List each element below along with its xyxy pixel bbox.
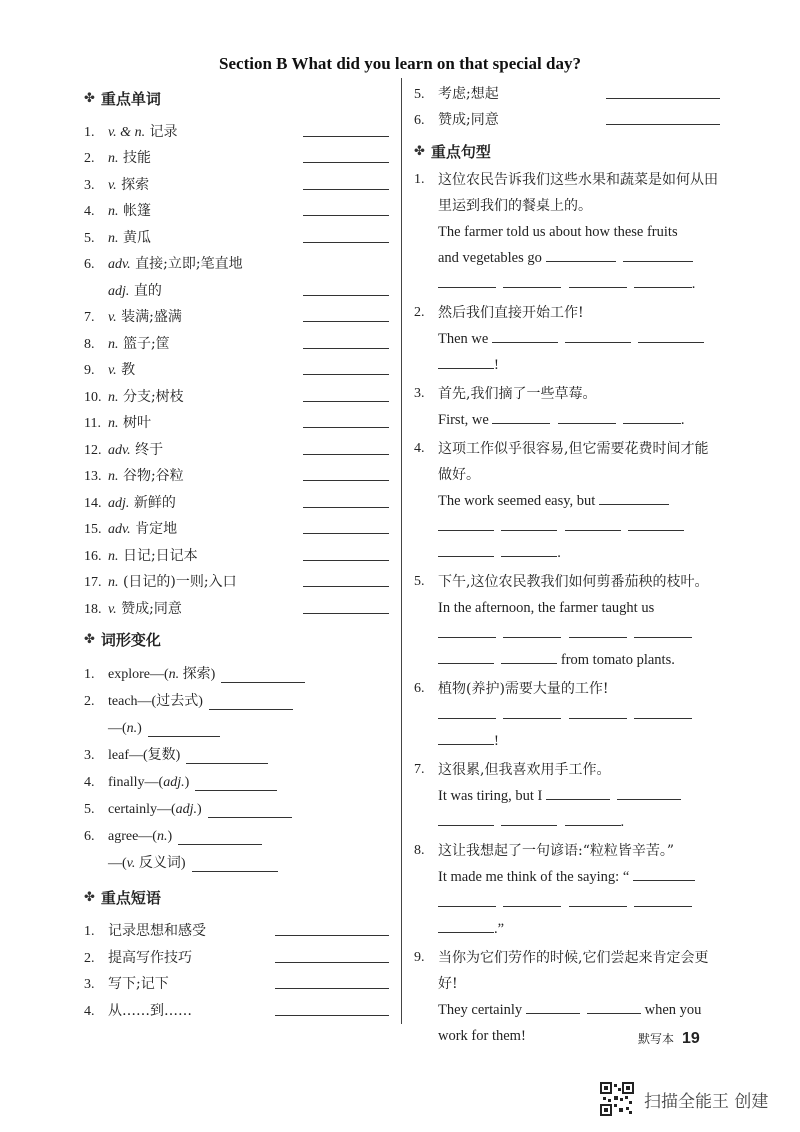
word-form-item: 2. teach—(过去式)	[84, 683, 389, 710]
answer-blank[interactable]	[303, 507, 389, 508]
page-title: Section B What did you learn on that special day?	[219, 54, 581, 73]
clover-icon: ✤	[84, 632, 95, 647]
sentence-item: 1. 这位农民告诉我们这些水果和蔬菜是如何从田里运到我们的餐桌上的。 The farmer told us about how these fruits and vegetables go .	[414, 172, 718, 292]
watermark-text: 扫描全能王 创建	[644, 1091, 769, 1112]
sentence-item: 3. 首先,我们摘了一些草莓。 First, we .	[414, 386, 685, 428]
answer-blank[interactable]	[303, 215, 389, 216]
answer-blank[interactable]	[303, 454, 389, 455]
answer-blank[interactable]	[438, 516, 494, 531]
word-form-item: 5. certainly—(adj.)	[84, 791, 389, 818]
vocab-item: 1. v. & n. 记录	[84, 114, 389, 141]
answer-blank[interactable]	[275, 988, 389, 989]
vocab-item: 18. v. 赞成;同意	[84, 591, 389, 618]
answer-blank[interactable]	[501, 649, 557, 664]
answer-blank[interactable]	[303, 401, 389, 402]
answer-blank[interactable]	[195, 776, 277, 791]
answer-blank[interactable]	[438, 623, 496, 638]
vocab-item: 12. adv. 终于	[84, 432, 389, 459]
clover-icon: ✤	[414, 143, 425, 159]
sentence-item: 9. 当你为它们劳作的时候,它们尝起来肯定会更好! They certainly when you work for them!	[414, 950, 709, 1044]
section-header-sentences	[414, 139, 720, 163]
answer-blank[interactable]	[438, 273, 496, 288]
vocab-item: 6. adv. 直接;立即;笔直地	[84, 256, 243, 272]
answer-blank[interactable]	[303, 533, 389, 534]
answer-blank[interactable]	[148, 722, 220, 737]
vocab-item: 5. n. 黄瓜	[84, 220, 389, 247]
answer-blank[interactable]	[503, 704, 561, 719]
answer-blank[interactable]	[503, 623, 561, 638]
answer-blank[interactable]	[192, 857, 278, 872]
sentence-item: 6. 植物(养护)需要大量的工作! !	[414, 676, 720, 754]
word-form-item: —(n.)	[84, 710, 389, 737]
answer-blank[interactable]	[303, 613, 389, 614]
clover-icon: ✤	[84, 890, 95, 905]
answer-blank[interactable]	[546, 785, 610, 800]
phrase-item: 2. 提高写作技巧	[84, 940, 389, 967]
answer-blank[interactable]	[503, 273, 561, 288]
answer-blank[interactable]	[209, 695, 293, 710]
vocab-item: 8. n. 篮子;筐	[84, 326, 389, 353]
answer-blank[interactable]	[599, 490, 669, 505]
answer-blank[interactable]	[303, 189, 389, 190]
word-form-item: 3. leaf—(复数)	[84, 737, 389, 764]
answer-blank[interactable]	[634, 704, 692, 719]
answer-blank[interactable]	[587, 999, 641, 1014]
answer-blank[interactable]	[606, 98, 720, 99]
answer-blank[interactable]	[638, 328, 704, 343]
answer-blank[interactable]	[303, 348, 389, 349]
answer-blank[interactable]	[438, 704, 496, 719]
answer-blank[interactable]	[303, 374, 389, 375]
answer-blank[interactable]	[628, 516, 684, 531]
vocab-item: 13. n. 谷物;谷粒	[84, 459, 389, 486]
vocab-item: 4. n. 帐篷	[84, 194, 389, 221]
vocab-item: 16. n. 日记;日记本	[84, 538, 389, 565]
vocab-item: 9. v. 教	[84, 353, 389, 380]
answer-blank[interactable]	[303, 586, 389, 587]
section-header-phrases	[84, 886, 389, 910]
answer-blank[interactable]	[565, 516, 621, 531]
answer-blank[interactable]	[303, 295, 389, 296]
vocab-item: 2. n. 技能	[84, 141, 389, 168]
sentence-item: 2. 然后我们直接开始工作! Then we !	[414, 300, 720, 378]
sentence-item: 7. 这很累,但我喜欢用手工作。 It was tiring, but I .	[414, 757, 720, 835]
answer-blank[interactable]	[569, 623, 627, 638]
phrases-list	[84, 914, 389, 1020]
sentence-item: 5. 下午,这位农民教我们如何剪番茄秧的枝叶。 In the afternoon, the farmer taught us from tomato plants.	[414, 574, 709, 668]
forms-list	[84, 656, 389, 872]
answer-blank[interactable]	[438, 542, 494, 557]
answer-blank[interactable]	[546, 247, 616, 262]
clover-icon: ✤	[84, 90, 95, 106]
answer-blank[interactable]	[633, 866, 695, 881]
vocab-item: 3. v. 探索	[84, 167, 389, 194]
phrase-item: 1. 记录思想和感受	[84, 914, 389, 941]
page-number: 19	[682, 1030, 700, 1047]
answer-blank[interactable]	[623, 247, 693, 262]
answer-blank[interactable]	[438, 811, 494, 826]
answer-blank[interactable]	[303, 321, 389, 322]
answer-blank[interactable]	[617, 785, 681, 800]
section-header-forms	[84, 628, 389, 652]
vocab-item: 11. n. 树叶	[84, 406, 389, 433]
answer-blank[interactable]	[569, 273, 627, 288]
section-title: 词形变化	[100, 631, 161, 649]
answer-blank[interactable]	[565, 811, 621, 826]
footer-label: 默写本	[638, 1032, 675, 1046]
answer-blank[interactable]	[303, 480, 389, 481]
phrases-list-continued	[414, 76, 720, 129]
section-title: 重点单词	[100, 89, 161, 108]
answer-blank[interactable]	[275, 935, 389, 936]
phrase-item: 3. 写下;记下	[84, 967, 389, 994]
answer-blank[interactable]	[526, 999, 580, 1014]
vocab-item: 15. adv. 肯定地	[84, 512, 389, 539]
answer-blank[interactable]	[438, 649, 494, 664]
vocab-item-continued: adj. 直的	[84, 273, 389, 300]
answer-blank[interactable]	[634, 892, 692, 907]
answer-blank[interactable]	[303, 242, 389, 243]
answer-blank[interactable]	[569, 892, 627, 907]
answer-blank[interactable]	[501, 542, 557, 557]
answer-blank[interactable]	[501, 516, 557, 531]
answer-blank[interactable]	[275, 962, 389, 963]
answer-blank[interactable]	[438, 354, 494, 369]
page-footer	[638, 1030, 700, 1048]
answer-blank[interactable]	[178, 830, 262, 845]
word-form-item: 6. agree—(n.)	[84, 818, 389, 845]
answer-blank[interactable]	[438, 892, 496, 907]
right-column	[414, 76, 720, 1049]
sentence-item: 4. 这项工作似乎很容易,但它需要花费时间才能做好。 The work seemed easy, but .	[414, 441, 709, 561]
answer-blank[interactable]	[208, 803, 292, 818]
answer-blank[interactable]	[303, 560, 389, 561]
word-form-item: 1. explore—(n. 探索)	[84, 656, 389, 683]
answer-blank[interactable]	[623, 409, 681, 424]
vocab-item: 14. adj. 新鲜的	[84, 485, 389, 512]
word-form-item: —(v. 反义词)	[84, 845, 389, 872]
answer-blank[interactable]	[186, 749, 268, 764]
answer-blank[interactable]	[492, 328, 558, 343]
vocab-list	[84, 114, 389, 618]
answer-blank[interactable]	[565, 328, 631, 343]
qr-code-icon	[600, 1082, 634, 1116]
answer-blank[interactable]	[634, 623, 692, 638]
answer-blank[interactable]	[606, 124, 720, 125]
vocab-item: 10. n. 分支;树枝	[84, 379, 389, 406]
scanner-watermark	[600, 1082, 768, 1116]
answer-blank[interactable]	[492, 409, 550, 424]
sentence-item: 8. 这让我想起了一句谚语:“粒粒皆辛苦。” It made me think of the saying: “ .”	[414, 838, 720, 942]
phrase-item: 6. 赞成;同意	[414, 103, 720, 130]
word-form-item: 4. finally—(adj.)	[84, 764, 389, 791]
answer-blank[interactable]	[303, 427, 389, 428]
phrase-item: 5. 考虑;想起	[414, 76, 720, 103]
column-divider	[401, 78, 402, 1024]
answer-blank[interactable]	[221, 668, 305, 683]
vocab-item: 7. v. 装满;盛满	[84, 300, 389, 327]
vocab-item: 17. n. (日记的)一则;入口	[84, 565, 389, 592]
answer-blank[interactable]	[303, 136, 389, 137]
left-column	[84, 80, 389, 1020]
answer-blank[interactable]	[558, 409, 616, 424]
section-title: 重点句型	[430, 142, 491, 161]
section-title: 重点短语	[100, 889, 161, 907]
answer-blank[interactable]	[634, 273, 692, 288]
answer-blank[interactable]	[275, 1015, 389, 1016]
answer-blank[interactable]	[501, 811, 557, 826]
answer-blank[interactable]	[503, 892, 561, 907]
answer-blank[interactable]	[438, 730, 494, 745]
answer-blank[interactable]	[303, 162, 389, 163]
phrase-item: 4. 从……到……	[84, 993, 389, 1020]
answer-blank[interactable]	[438, 918, 494, 933]
section-header-vocab	[84, 86, 389, 110]
answer-blank[interactable]	[569, 704, 627, 719]
